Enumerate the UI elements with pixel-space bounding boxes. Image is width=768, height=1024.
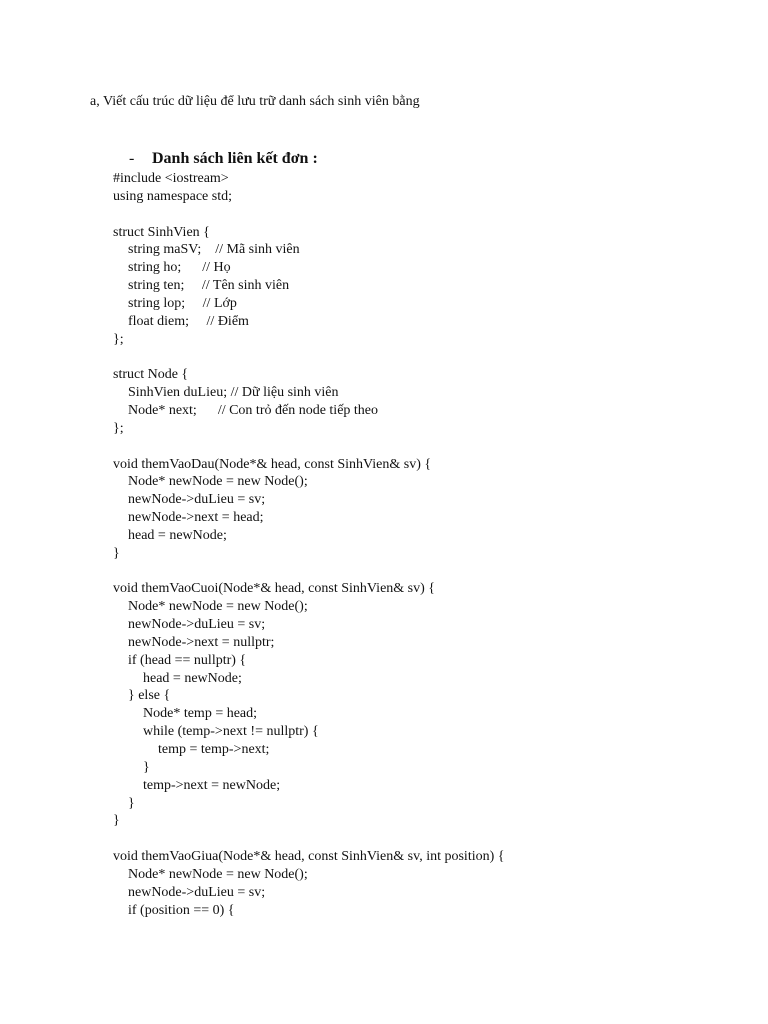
code-line: Node* newNode = new Node();	[128, 474, 308, 490]
code-line: float diem; // Điểm	[128, 313, 249, 329]
code-line	[113, 206, 504, 224]
code-line: }	[113, 545, 120, 561]
code-line: Node* newNode = new Node();	[128, 866, 308, 882]
code-line: void themVaoCuoi(Node*& head, const SinhVien& sv) {	[113, 581, 436, 597]
code-line: newNode->next = nullptr;	[128, 634, 275, 650]
code-line: void themVaoGiua(Node*& head, const SinhVien& sv, int position) {	[113, 849, 505, 865]
heading-text: Danh sách liên kết đơn :	[152, 150, 318, 167]
code-line: Node* next; // Con trỏ đến node tiếp theo	[128, 402, 379, 418]
code-line: newNode->next = head;	[128, 510, 264, 526]
code-line: void themVaoDau(Node*& head, const SinhVien& sv) {	[113, 456, 432, 472]
code-line: }	[128, 795, 135, 811]
code-line: string lop; // Lớp	[128, 295, 237, 311]
code-line	[113, 830, 504, 848]
code-line: #include <iostream>	[113, 171, 229, 186]
code-line: };	[113, 331, 124, 347]
code-line: temp = temp->next;	[158, 742, 270, 757]
code-block	[113, 170, 504, 919]
code-line: struct SinhVien {	[113, 224, 210, 240]
code-line: newNode->duLieu = sv;	[128, 884, 266, 900]
code-line: if (head == nullptr) {	[128, 652, 247, 668]
code-line: Node* newNode = new Node();	[128, 599, 308, 615]
code-line: } else {	[128, 688, 171, 704]
code-line: if (position == 0) {	[128, 902, 235, 918]
code-line: Node* temp = head;	[143, 706, 258, 722]
code-line: SinhVien duLieu; // Dữ liệu sinh viên	[128, 385, 339, 401]
code-line: string ho; // Họ	[128, 260, 231, 276]
code-line: temp->next = newNode;	[143, 777, 281, 793]
code-line: string ten; // Tên sinh viên	[128, 278, 290, 294]
code-line: }	[113, 813, 120, 829]
code-line: newNode->duLieu = sv;	[128, 492, 266, 508]
code-line: head = newNode;	[143, 670, 242, 686]
heading-bullet: -	[129, 150, 135, 167]
code-line	[113, 438, 504, 456]
code-line: };	[113, 420, 124, 436]
code-line: while (temp->next != nullptr) {	[143, 724, 319, 740]
code-line: newNode->duLieu = sv;	[128, 617, 266, 633]
code-line	[113, 563, 504, 581]
code-line	[113, 348, 504, 366]
intro-text: a, Viết cấu trúc dữ liệu để lưu trữ danh sách sinh viên bằng	[90, 94, 420, 109]
code-line: head = newNode;	[128, 527, 227, 543]
code-line: }	[143, 759, 150, 775]
code-line: struct Node {	[113, 367, 189, 383]
code-line: string maSV; // Mã sinh viên	[128, 242, 300, 258]
code-line: using namespace std;	[113, 188, 232, 204]
